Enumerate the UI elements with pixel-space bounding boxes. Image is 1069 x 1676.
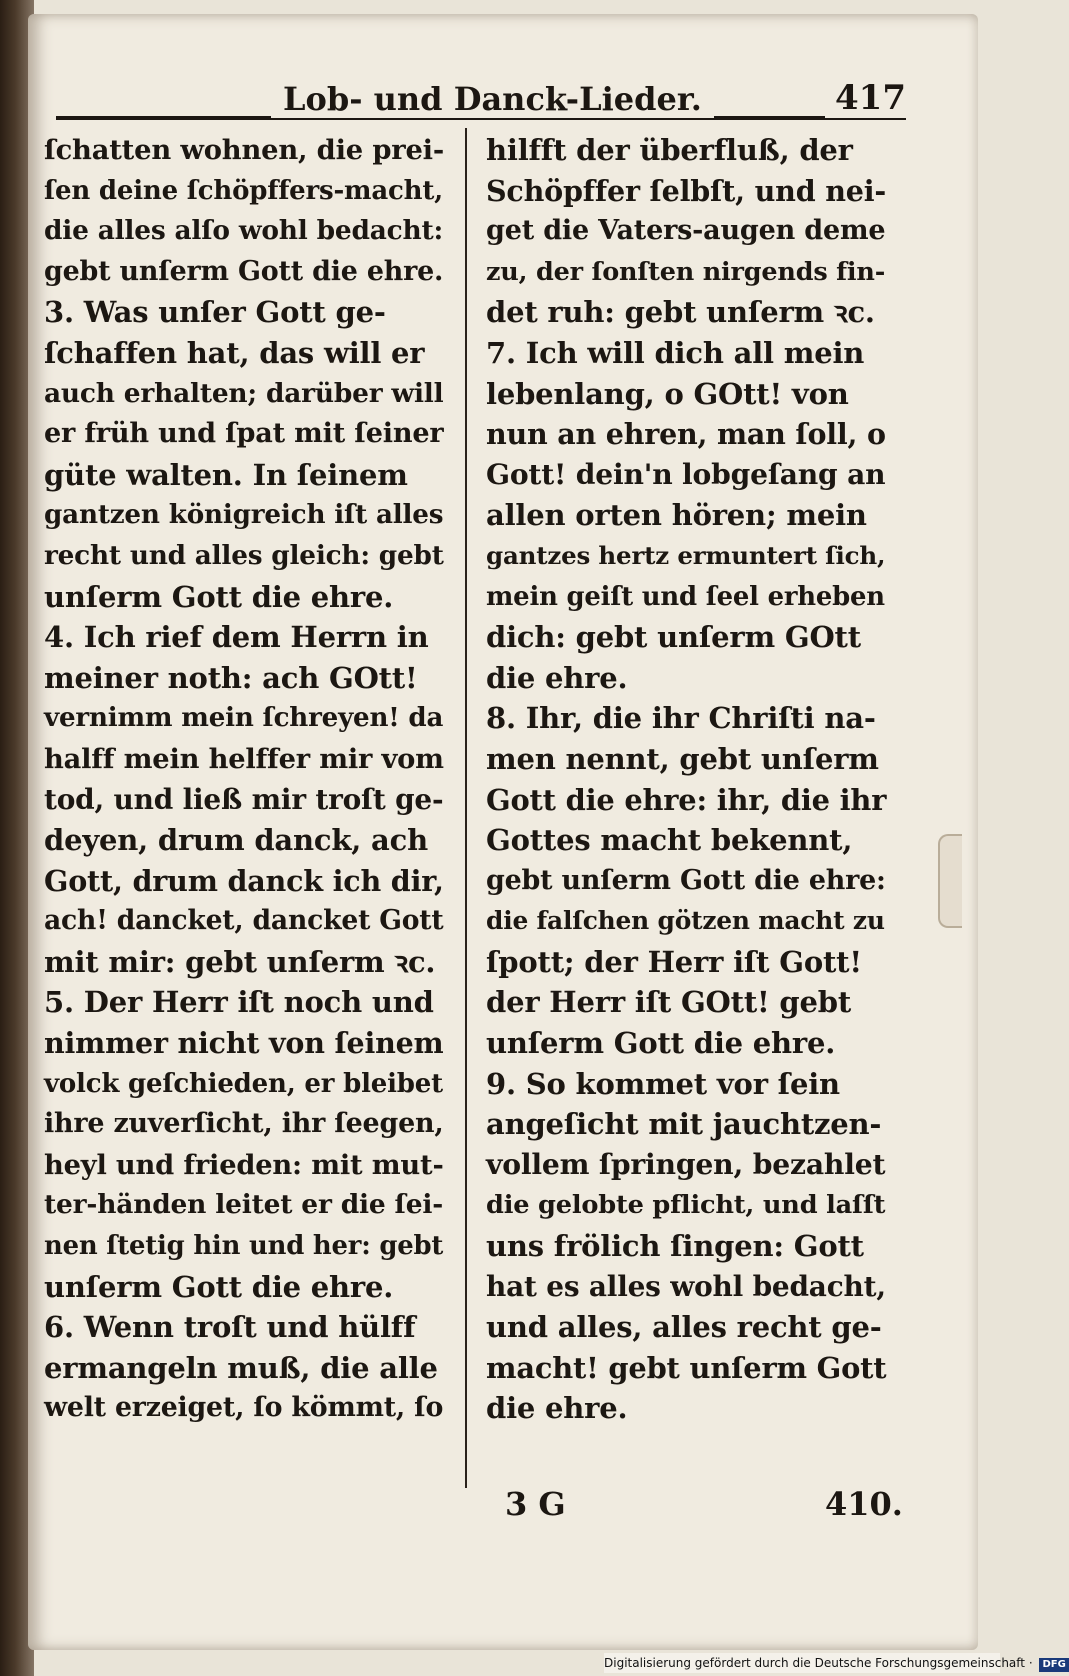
- text-line: 6. Wenn troſt und hülff: [44, 1310, 416, 1345]
- text-line: 8. Ihr, die ihr Chriſti na-: [486, 701, 876, 736]
- text-line: dich: gebt unſerm GOtt: [486, 620, 861, 655]
- text-line: gebt unſerm Gott die ehre.: [44, 255, 444, 287]
- text-line: güte walten. In ſeinem: [44, 457, 408, 492]
- text-line: 7. Ich will dich all mein: [486, 335, 865, 370]
- text-line: ſchaffen hat, das will er: [44, 335, 425, 370]
- text-line: gantzen königreich iſt alles: [44, 499, 444, 531]
- text-line: macht! gebt unſerm Gott: [486, 1350, 887, 1385]
- page-number: 417: [825, 78, 906, 118]
- text-line: volck geſchieden, er bleibet: [44, 1068, 443, 1099]
- text-line: ter-händen leitet er die ſei-: [44, 1189, 443, 1221]
- text-line: meiner noth: ach GOtt!: [44, 660, 418, 695]
- text-line: uns frölich ſingen: Gott: [486, 1229, 864, 1264]
- text-line: welt erzeiget, ſo kömmt, ſo: [44, 1392, 444, 1424]
- text-line: nen ſtetig hin und her: gebt: [44, 1231, 444, 1262]
- hymn-number: 410.: [825, 1485, 903, 1523]
- right-text-column: [486, 130, 886, 1429]
- banner-text: Digitalisierung gefördert durch die Deutsche Forschungsgemeinschaft: [604, 1656, 1026, 1670]
- text-line: get die Vaters-augen deme: [486, 215, 886, 247]
- text-line: lebenlang, o GOtt! von: [486, 376, 849, 411]
- text-line: unſerm Gott die ehre.: [44, 579, 394, 614]
- text-line: heyl und frieden: mit mut-: [44, 1148, 444, 1181]
- text-line: 5. Der Herr iſt noch und: [44, 985, 434, 1020]
- text-line: er früh und ſpat mit ſeiner: [44, 418, 444, 450]
- text-line: Gott, drum danck ich dir,: [44, 863, 444, 898]
- text-line: Schöpffer ſelbſt, und nei-: [486, 173, 887, 208]
- text-line: men nennt, gebt unſerm: [486, 741, 879, 776]
- left-text-column: [44, 130, 444, 1429]
- text-line: nimmer nicht von ſeinem: [44, 1026, 444, 1061]
- text-line: deyen, drum danck, ach: [44, 823, 428, 858]
- running-title: Lob- und Danck-Lieder.: [271, 80, 714, 118]
- dfg-logo: DFG: [1039, 1658, 1068, 1672]
- text-line: Gott die ehre: ihr, die ihr: [486, 782, 887, 817]
- text-line: halff mein helffer mir vom: [44, 742, 444, 775]
- text-line: ſpott; der Herr iſt Gott!: [486, 944, 862, 979]
- column-divider: [465, 128, 467, 1488]
- text-line: ermangeln muß, die alle: [44, 1350, 438, 1385]
- text-line: die ehre.: [486, 660, 628, 695]
- text-line: nun an ehren, man ſoll, o: [486, 417, 886, 452]
- text-line: die gelobte pflicht, und laſſt: [486, 1190, 886, 1221]
- text-line: tod, und ließ mir troſt ge-: [44, 782, 444, 816]
- text-line: unſerm Gott die ehre.: [44, 1269, 394, 1304]
- text-line: die falſchen götzen macht zu: [486, 906, 885, 936]
- text-line: gebt unſerm Gott die ehre:: [486, 864, 886, 896]
- text-line: 4. Ich rief dem Herrn in: [44, 620, 429, 655]
- page-fold-marker: [938, 834, 962, 928]
- text-line: ſchatten wohnen, die prei-: [44, 134, 445, 166]
- text-line: ſen deine ſchöpffers-macht,: [44, 175, 444, 206]
- text-line: gantzes hertz ermuntert ſich,: [486, 540, 886, 570]
- text-line: recht und alles gleich: gebt: [44, 539, 444, 571]
- text-line: und alles, alles recht ge-: [486, 1310, 882, 1345]
- digitization-banner: Digitalisierung gefördert durch die Deutsche Forschungsgemeinschaft · DFG: [604, 1653, 1000, 1673]
- text-line: mit mir: gebt unſerm ꝛc.: [44, 944, 436, 979]
- running-header: [56, 78, 906, 122]
- text-line: angeſicht mit jauchtzen-: [486, 1107, 882, 1142]
- text-line: die alles alſo wohl bedacht:: [44, 215, 444, 247]
- text-line: Gott! dein'n lobgeſang an: [486, 457, 886, 491]
- text-line: 9. So kommet vor ſein: [486, 1066, 840, 1101]
- text-line: hilfft der überfluß, der: [486, 133, 853, 167]
- text-line: zu, der ſonſten nirgends fin-: [486, 256, 886, 287]
- text-line: 3. Was unſer Gott ge-: [44, 295, 386, 330]
- text-line: der Herr iſt GOtt! gebt: [486, 985, 852, 1020]
- text-line: ach! dancket, dancket Gott: [44, 905, 444, 937]
- text-line: allen orten hören; mein: [486, 498, 867, 533]
- text-line: vernimm mein ſchreyen! da: [44, 702, 444, 734]
- text-line: vollem ſpringen, bezahlet: [486, 1147, 886, 1181]
- text-line: auch erhalten; darüber will: [44, 377, 444, 409]
- text-line: ihre zuverſicht, ihr ſeegen,: [44, 1108, 444, 1140]
- text-line: Gottes macht bekennt,: [486, 823, 853, 858]
- text-line: det ruh: gebt unſerm ꝛc.: [486, 295, 875, 330]
- text-line: mein geiſt und ſeel erheben: [486, 581, 885, 612]
- text-line: die ehre.: [486, 1391, 628, 1426]
- text-line: hat es alles wohl bedacht,: [486, 1269, 886, 1303]
- signature-mark: 3 G: [505, 1485, 566, 1523]
- text-line: unſerm Gott die ehre.: [486, 1026, 836, 1061]
